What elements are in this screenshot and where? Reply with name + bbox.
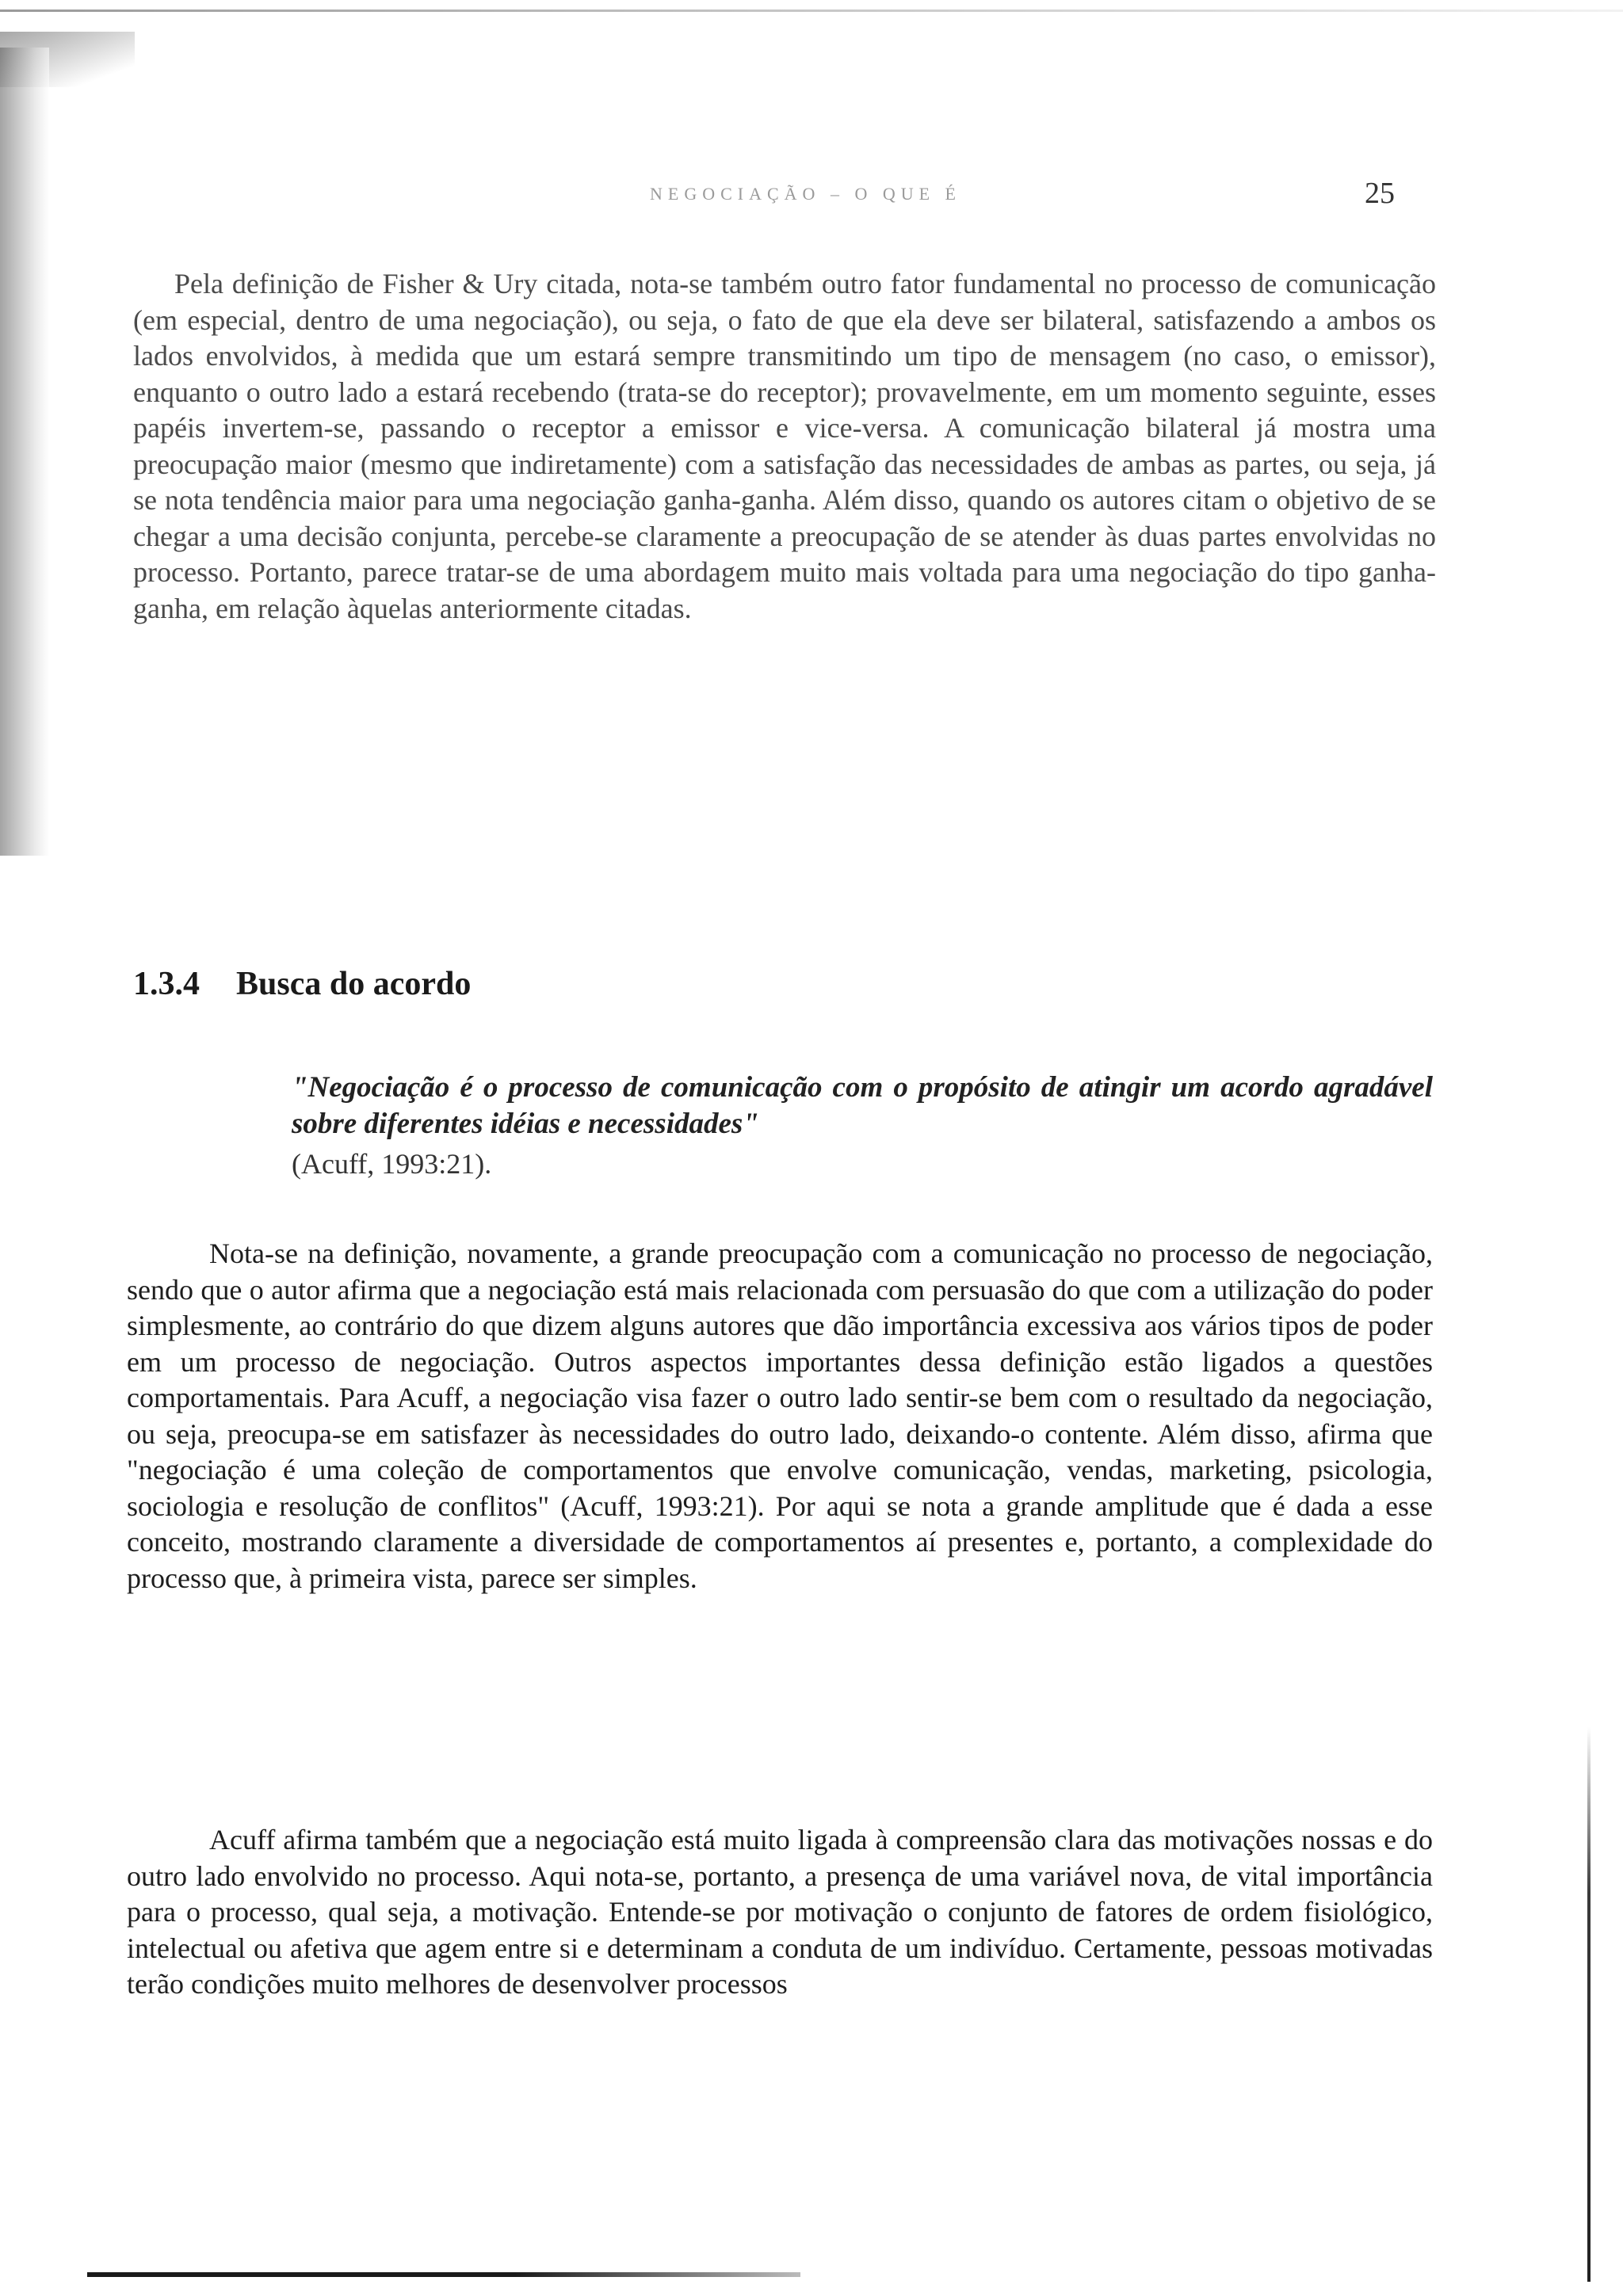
section-title: Busca do acordo (236, 966, 472, 1002)
running-head: NEGOCIAÇÃO – O QUE É (650, 184, 961, 204)
paragraph-fisher-ury: Pela definição de Fisher & Ury citada, nota-se também outro fator fundamental no processo de comunicação (em especial, dentro de uma negociação), ou seja, o fato de que ela deve ser bilateral, satisfazendo a ambos os lados envolvidos, à medida que um estará sempre transmitindo um tipo de mensagem (no caso, o emissor), enquanto o outro lado a estará recebendo (trata-se do receptor); provavelmente, em um momento seguinte, esses papéis invertem-se, passando o receptor a emissor e vice-versa. A comunicação bilateral já mostra uma preocupação maior (mesmo que indiretamente) com a satisfação das necessidades de ambas as partes, ou seja, já se nota tendência maior para uma negociação ganha-ganha. Além disso, quando os autores citam o objetivo de se chegar a uma decisão conjunta, percebe-se claramente a preocupação de se atender às duas partes envolvidas no processo. Portanto, parece tratar-se de uma abordagem muito mais voltada para uma negociação do tipo ganha-ganha, em relação àquelas anteriormente citadas. (133, 268, 1436, 624)
scan-bottom-edge-line (87, 2272, 800, 2277)
paragraph-motivation: Acuff afirma também que a negociação está muito ligada à compreensão clara das motivações nossas e do outro lado envolvido no processo. Aqui nota-se, portanto, a presença de uma variável nova, de vital importância para o processo, qual seja, a motivação. Entende-se por motivação o conjunto de fatores de ordem fisiológico, intelectual ou afetiva que agem entre si e determinam a conduta de um indivíduo. Certamente, pessoas motivadas terão condições muito melhores de desenvolver processos (127, 1824, 1433, 2000)
quote-citation: (Acuff, 1993:21). (292, 1148, 492, 1180)
paragraph-acuff-definition: Nota-se na definição, novamente, a grande preocupação com a comunicação no processo de negociação, sendo que o autor afirma que a negociação está mais relacionada com persuasão do que com a utilização do poder simplesmente, ao contrário do que dizem alguns autores que dão importância excessiva aos vários tipos de poder em um processo de negociação. Outros aspectos importantes dessa definição estão ligados a questões comportamentais. Para Acuff, a negociação visa fazer o outro lado sentir-se bem com o resultado da negociação, ou seja, preocupa-se em satisfazer às necessidades do outro lado, deixando-o contente. Além disso, afirma que "negociação é uma coleção de comportamentos que envolve comunicação, vendas, marketing, psicologia, sociologia e resolução de conflitos" (Acuff, 1993:21). Por aqui se nota a grande amplitude que é dada a esse conceito, mostrando claramente a diversidade de comportamentos aí presentes e, portanto, a complexidade do processo que, à primeira vista, parece ser simples. (127, 1238, 1433, 1594)
section-heading (133, 965, 471, 1003)
scan-top-edge (0, 10, 1623, 12)
quote-text: "Negociação é o processo de comunicação com o propósito de atingir um acordo agradável sobre diferentes idéias e necessidades" (292, 1071, 1433, 1140)
page-number: 25 (1365, 177, 1395, 210)
scan-right-edge-line (1587, 1727, 1591, 2282)
section-number: 1.3.4 (133, 966, 200, 1002)
scan-left-edge-shadow (0, 48, 49, 856)
